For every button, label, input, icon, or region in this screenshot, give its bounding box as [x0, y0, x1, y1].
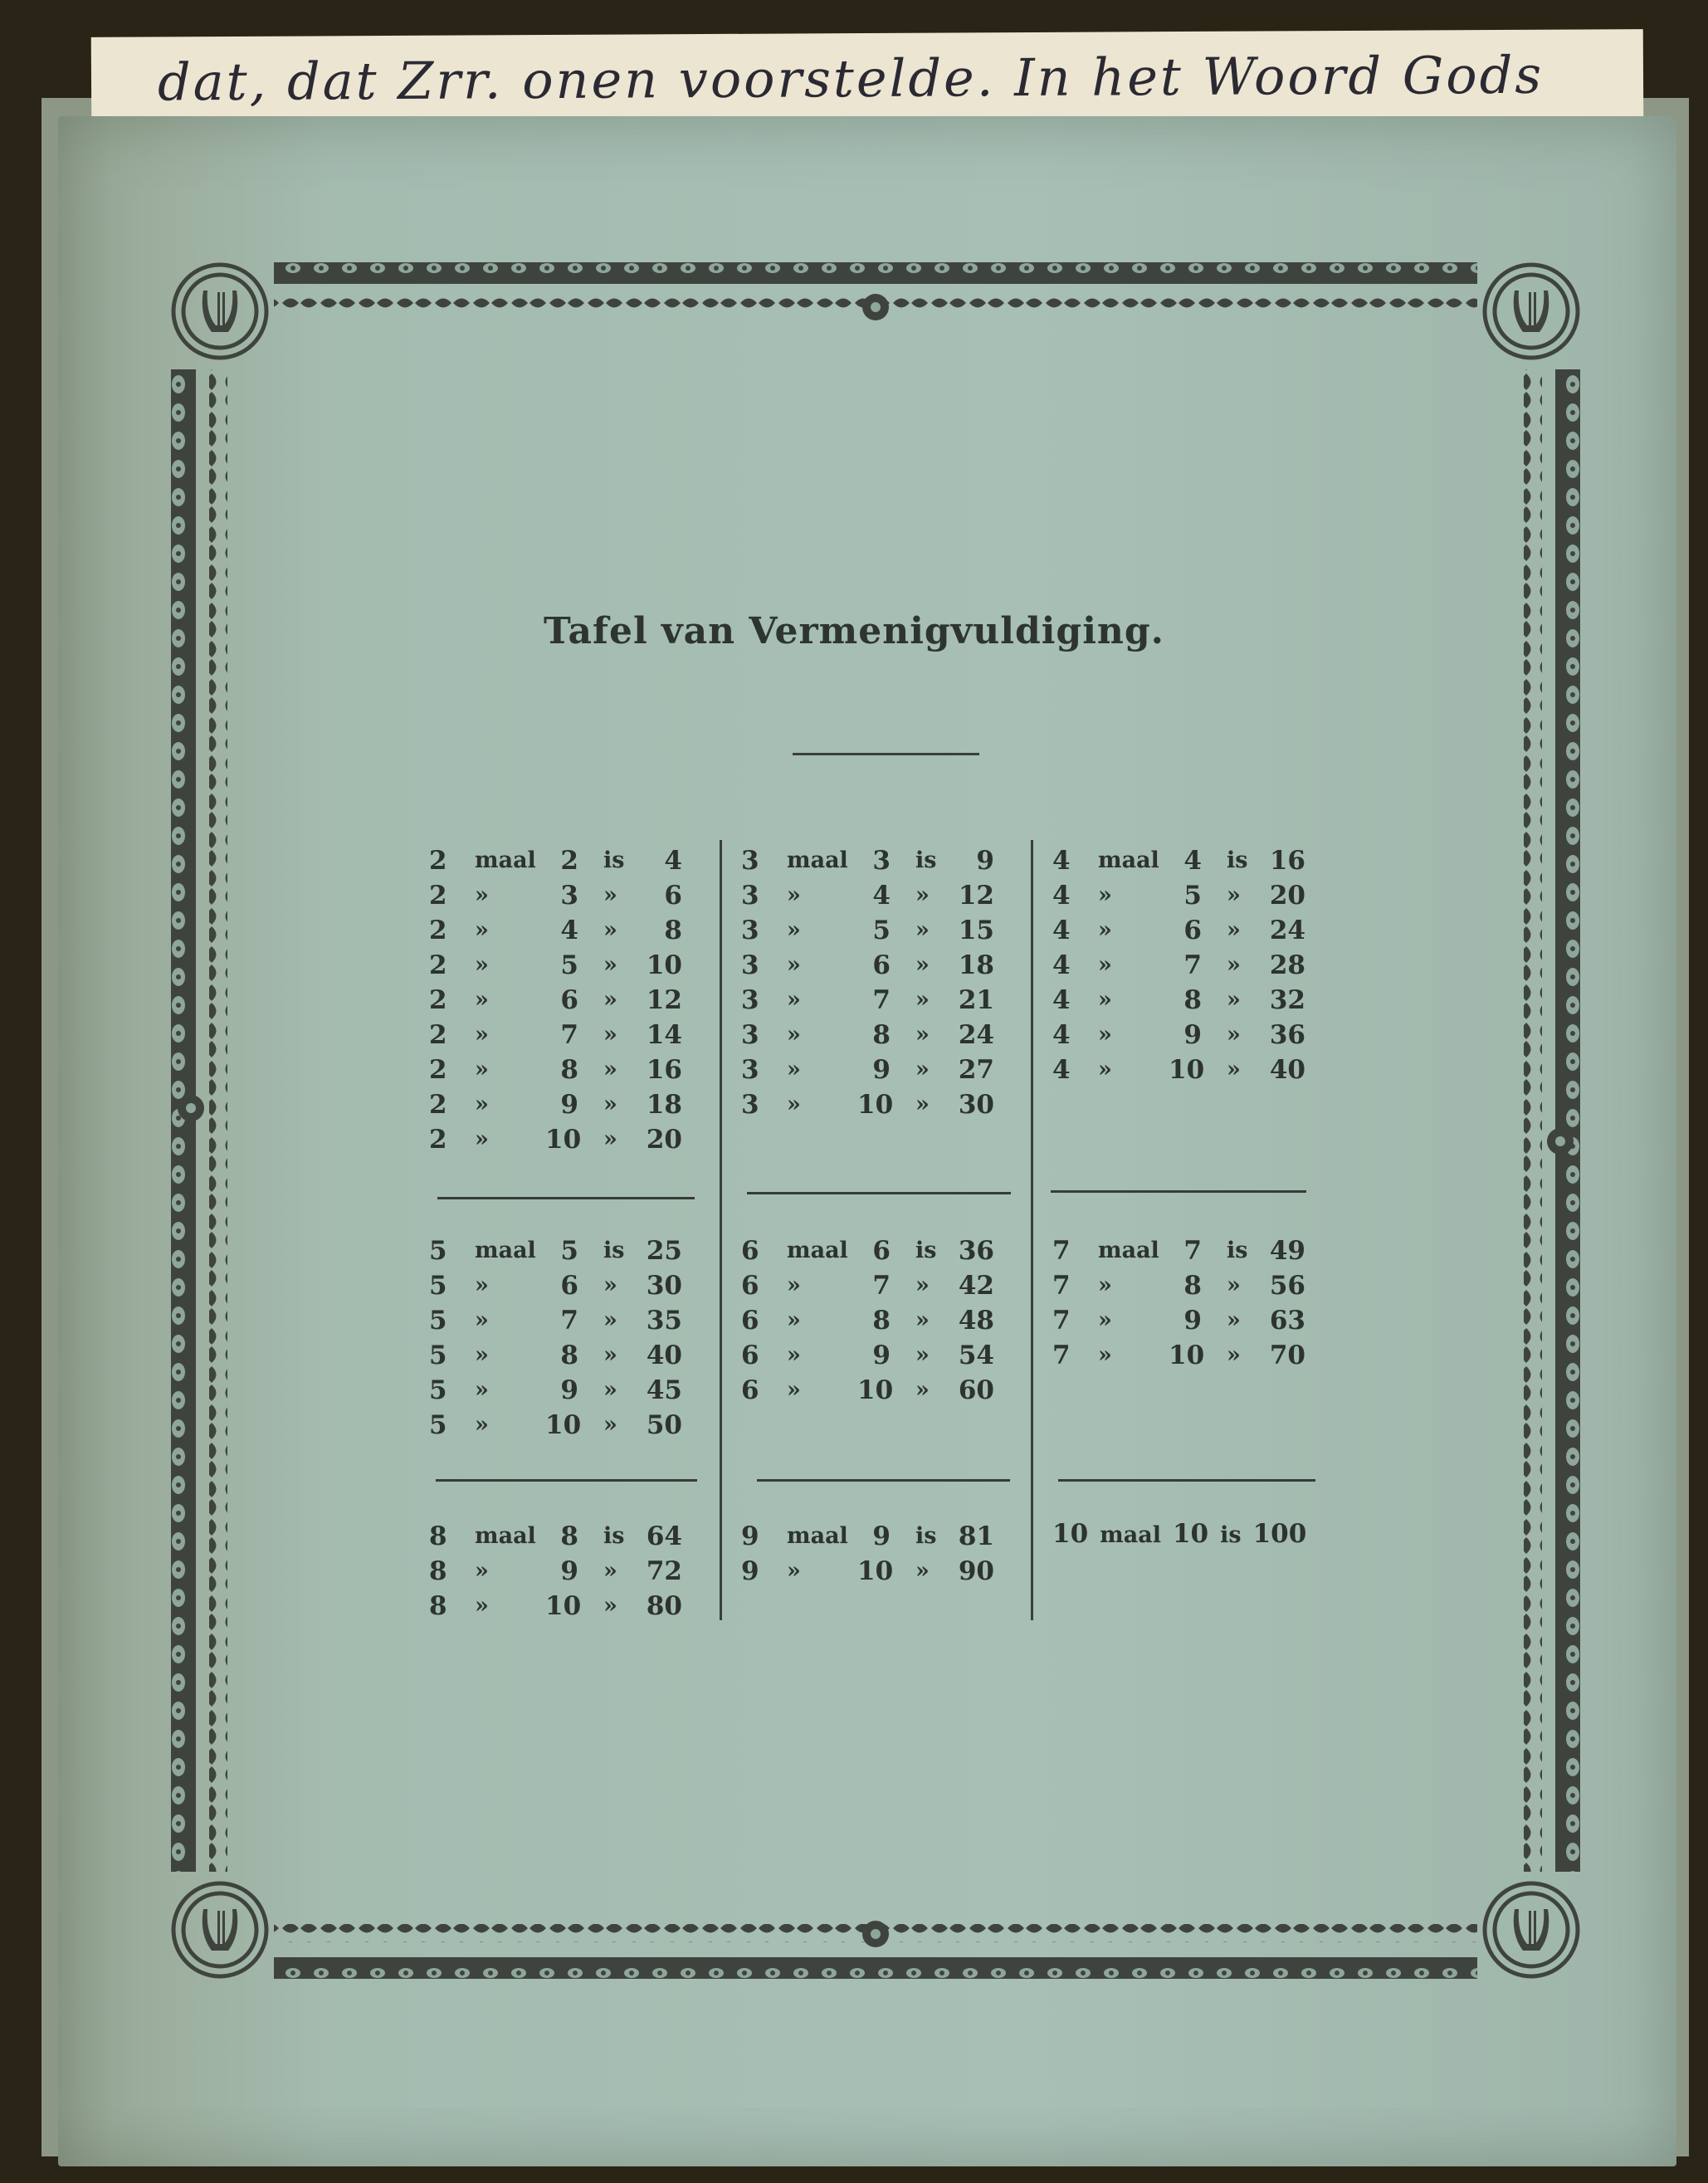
- table-cell: »: [603, 952, 617, 978]
- table-cell: 9: [560, 1375, 578, 1405]
- table-cell: 5: [429, 1341, 447, 1370]
- table-cell: »: [603, 1057, 617, 1082]
- table-cell: 81: [958, 1521, 994, 1551]
- table-cell: »: [1098, 1307, 1112, 1333]
- table-cell: »: [915, 1272, 930, 1298]
- table-cell: maal: [475, 1523, 536, 1549]
- table-cell: »: [603, 1272, 617, 1298]
- table-cell: »: [915, 1092, 930, 1117]
- table-cell: 49: [1269, 1236, 1305, 1266]
- table-cell: 7: [1052, 1306, 1071, 1336]
- table-cell: 25: [646, 1236, 682, 1266]
- table-cell: is: [603, 1523, 625, 1549]
- table-cell: 7: [1052, 1271, 1071, 1301]
- table-cell: »: [787, 1022, 801, 1048]
- table-cell: 36: [1269, 1020, 1305, 1050]
- table-cell: is: [1227, 1238, 1248, 1263]
- table-cell: »: [603, 1092, 617, 1117]
- table-cell: is: [915, 1523, 937, 1549]
- table-cell: »: [1227, 917, 1241, 943]
- table-cell: 2: [429, 1125, 447, 1155]
- table-cell: »: [915, 1057, 930, 1082]
- table-cell: 4: [1052, 1055, 1071, 1085]
- table-cell: 28: [1269, 950, 1305, 980]
- table-cell: 8: [872, 1306, 891, 1336]
- table-cell: »: [1227, 1307, 1241, 1333]
- table-cell: 3: [741, 881, 759, 911]
- table-cell: 24: [958, 1020, 994, 1050]
- table-cell: 56: [1269, 1271, 1305, 1301]
- table-cell: is: [1220, 1522, 1242, 1548]
- table-cell: 20: [646, 1125, 682, 1155]
- table-cell: »: [1227, 952, 1241, 978]
- table-cell: »: [787, 1377, 801, 1403]
- table-cell: is: [915, 1238, 937, 1263]
- table-cell: »: [475, 1307, 489, 1333]
- table-cell: 7: [560, 1020, 578, 1050]
- table-cell: »: [787, 987, 801, 1013]
- table-cell: 4: [1183, 846, 1202, 876]
- table-cell: 45: [646, 1375, 682, 1405]
- table-cell: »: [915, 1377, 930, 1403]
- table-cell: »: [603, 1342, 617, 1368]
- table-cell: »: [475, 1342, 489, 1368]
- column-divider-right: [1031, 840, 1033, 1620]
- table-cell: 10: [1169, 1341, 1205, 1370]
- table-cell: 40: [1269, 1055, 1305, 1085]
- table-cell: »: [1098, 1057, 1112, 1082]
- table-cell: 48: [958, 1306, 994, 1336]
- table-cell: 10: [857, 1090, 894, 1120]
- table-cell: 12: [646, 985, 682, 1015]
- table-cell: 7: [872, 1271, 891, 1301]
- table-cell: 20: [1269, 881, 1305, 911]
- table-cell: 8: [560, 1521, 578, 1551]
- table-cell: »: [603, 882, 617, 908]
- table-cell: 14: [646, 1020, 682, 1050]
- table-cell: 3: [560, 881, 578, 911]
- table-cell: 10: [646, 950, 682, 980]
- table-cell: »: [915, 882, 930, 908]
- table-cell: 90: [958, 1556, 994, 1586]
- table-cell: 54: [958, 1341, 994, 1370]
- table-cell: 6: [741, 1306, 759, 1336]
- table-cell: 8: [1183, 1271, 1202, 1301]
- table-cell: 2: [429, 950, 447, 980]
- table-cell: 50: [646, 1410, 682, 1440]
- table-cell: 7: [872, 985, 891, 1015]
- table-cell: 36: [958, 1236, 994, 1266]
- table-cell: 6: [741, 1236, 759, 1266]
- table-cell: 4: [872, 881, 891, 911]
- table-cell: 7: [1183, 1236, 1202, 1266]
- table-cell: »: [1227, 987, 1241, 1013]
- table-cell: »: [475, 1593, 489, 1619]
- table-cell: 4: [1052, 950, 1071, 980]
- table-cell: maal: [1098, 1238, 1159, 1263]
- table-cell: 6: [741, 1341, 759, 1370]
- table-cell: 3: [741, 1020, 759, 1050]
- table-cell: 3: [741, 1055, 759, 1085]
- table-cell: »: [475, 1272, 489, 1298]
- table-cell: 70: [1269, 1341, 1305, 1370]
- table-cell: 24: [1269, 916, 1305, 945]
- table-cell: »: [603, 917, 617, 943]
- table-cell: maal: [1098, 847, 1159, 873]
- handwritten-paper-strip: [91, 29, 1644, 129]
- table-cell: maal: [475, 847, 536, 873]
- table-cell: 9: [560, 1556, 578, 1586]
- table-cell: 6: [741, 1375, 759, 1405]
- table-cell: »: [915, 987, 930, 1013]
- table-cell: 42: [958, 1271, 994, 1301]
- table-cell: 8: [429, 1556, 447, 1586]
- table-cell: 3: [741, 916, 759, 945]
- table-cell: 5: [429, 1271, 447, 1301]
- table-cell: 7: [1183, 950, 1202, 980]
- table-cell: 3: [741, 985, 759, 1015]
- table-cell: 6: [560, 985, 578, 1015]
- table-cell: 80: [646, 1591, 682, 1621]
- table-cell: »: [915, 1307, 930, 1333]
- table-cell: 5: [429, 1236, 447, 1266]
- page-title: Tafel van Vermenigvuldiging.: [544, 610, 1164, 652]
- table-cell: 2: [429, 1055, 447, 1085]
- table-cell: 6: [872, 950, 891, 980]
- table-cell: »: [475, 1092, 489, 1117]
- table-cell: 9: [872, 1521, 891, 1551]
- table-cell: 3: [741, 950, 759, 980]
- table-cell: 100: [1252, 1519, 1307, 1549]
- table-cell: 12: [958, 881, 994, 911]
- table-cell: maal: [787, 1523, 848, 1549]
- table-cell: 4: [560, 916, 578, 945]
- table-cell: 7: [1052, 1236, 1071, 1266]
- table-cell: »: [1227, 1272, 1241, 1298]
- table-cell: »: [475, 882, 489, 908]
- table-cell: »: [915, 952, 930, 978]
- table-cell: 72: [646, 1556, 682, 1586]
- table-cell: 30: [958, 1090, 994, 1120]
- table-cell: »: [1098, 987, 1112, 1013]
- table-cell: »: [1098, 1342, 1112, 1368]
- table-cell: »: [603, 1412, 617, 1438]
- table-cell: 9: [872, 1341, 891, 1370]
- table-cell: 7: [1052, 1341, 1071, 1370]
- table-cell: »: [915, 1022, 930, 1048]
- table-cell: »: [475, 917, 489, 943]
- table-cell: »: [603, 1593, 617, 1619]
- table-cell: »: [1098, 1272, 1112, 1298]
- table-cell: 2: [429, 916, 447, 945]
- table-cell: maal: [787, 847, 848, 873]
- table-cell: 18: [958, 950, 994, 980]
- row-divider: [747, 1192, 1011, 1194]
- table-cell: 9: [741, 1556, 759, 1586]
- table-cell: 5: [560, 1236, 578, 1266]
- table-cell: 10: [857, 1556, 894, 1586]
- table-cell: »: [475, 1412, 489, 1438]
- table-cell: »: [603, 987, 617, 1013]
- table-cell: »: [1227, 1342, 1241, 1368]
- table-cell: 4: [1052, 1020, 1071, 1050]
- table-cell: 18: [646, 1090, 682, 1120]
- table-cell: 8: [1183, 985, 1202, 1015]
- table-cell: 5: [429, 1410, 447, 1440]
- table-cell: »: [603, 1558, 617, 1584]
- table-cell: »: [787, 1272, 801, 1298]
- table-cell: 6: [560, 1271, 578, 1301]
- table-cell: »: [787, 1558, 801, 1584]
- table-cell: »: [1227, 1022, 1241, 1048]
- table-cell: 3: [741, 846, 759, 876]
- table-cell: is: [1227, 847, 1248, 873]
- table-cell: 9: [741, 1521, 759, 1551]
- table-cell: 5: [1183, 881, 1202, 911]
- table-cell: »: [787, 1057, 801, 1082]
- table-cell: 16: [1269, 846, 1305, 876]
- table-cell: 16: [646, 1055, 682, 1085]
- table-cell: 4: [1052, 846, 1071, 876]
- table-cell: »: [603, 1126, 617, 1152]
- table-cell: 6: [1183, 916, 1202, 945]
- table-cell: 21: [958, 985, 994, 1015]
- row-divider: [757, 1479, 1010, 1482]
- table-cell: 10: [1172, 1519, 1209, 1549]
- table-cell: »: [1227, 1057, 1241, 1082]
- table-cell: 27: [958, 1055, 994, 1085]
- column-divider-left: [720, 840, 722, 1620]
- table-cell: 10: [1169, 1055, 1205, 1085]
- table-cell: »: [915, 1558, 930, 1584]
- table-cell: 32: [1269, 985, 1305, 1015]
- table-cell: 8: [872, 1020, 891, 1050]
- table-cell: 8: [664, 916, 682, 945]
- table-cell: »: [603, 1377, 617, 1403]
- table-cell: 3: [872, 846, 891, 876]
- table-cell: 3: [741, 1090, 759, 1120]
- table-cell: »: [603, 1307, 617, 1333]
- title-rule: [793, 753, 979, 755]
- table-cell: 2: [429, 1020, 447, 1050]
- table-cell: 5: [429, 1375, 447, 1405]
- table-cell: 15: [958, 916, 994, 945]
- table-cell: »: [787, 952, 801, 978]
- table-cell: 10: [545, 1410, 582, 1440]
- table-cell: 4: [1052, 916, 1071, 945]
- table-cell: 5: [429, 1306, 447, 1336]
- table-cell: »: [475, 1558, 489, 1584]
- table-cell: 4: [664, 846, 682, 876]
- table-cell: »: [787, 1342, 801, 1368]
- table-cell: »: [475, 1377, 489, 1403]
- table-cell: »: [475, 1057, 489, 1082]
- handwritten-note: dat, dat Zrr. onen voorstelde. In het Woord Gods: [157, 44, 1545, 113]
- table-cell: 9: [560, 1090, 578, 1120]
- row-divider: [437, 1197, 695, 1199]
- table-cell: 64: [646, 1521, 682, 1551]
- table-cell: »: [787, 882, 801, 908]
- table-cell: »: [787, 1092, 801, 1117]
- table-cell: is: [603, 1238, 625, 1263]
- table-cell: »: [1098, 952, 1112, 978]
- table-cell: »: [603, 1022, 617, 1048]
- table-cell: 5: [872, 916, 891, 945]
- table-cell: 9: [872, 1055, 891, 1085]
- row-divider: [436, 1479, 697, 1482]
- table-cell: 40: [646, 1341, 682, 1370]
- table-cell: 9: [1183, 1020, 1202, 1050]
- table-cell: 30: [646, 1271, 682, 1301]
- table-cell: 9: [976, 846, 994, 876]
- table-cell: 4: [1052, 985, 1071, 1015]
- table-cell: »: [915, 1342, 930, 1368]
- table-cell: »: [1098, 917, 1112, 943]
- table-cell: »: [475, 952, 489, 978]
- table-cell: 8: [560, 1055, 578, 1085]
- table-cell: 8: [560, 1341, 578, 1370]
- table-cell: 4: [1052, 881, 1071, 911]
- table-cell: 10: [1052, 1519, 1089, 1549]
- table-cell: 5: [560, 950, 578, 980]
- table-cell: 2: [429, 846, 447, 876]
- table-cell: 2: [429, 881, 447, 911]
- table-cell: »: [475, 1126, 489, 1152]
- table-cell: 2: [429, 1090, 447, 1120]
- table-cell: 2: [560, 846, 578, 876]
- table-cell: »: [475, 987, 489, 1013]
- table-cell: maal: [1100, 1522, 1161, 1548]
- table-cell: 6: [872, 1236, 891, 1266]
- row-divider: [1058, 1479, 1315, 1482]
- table-cell: »: [915, 917, 930, 943]
- table-cell: »: [1227, 882, 1241, 908]
- table-cell: 6: [741, 1271, 759, 1301]
- table-cell: »: [787, 917, 801, 943]
- table-cell: 2: [429, 985, 447, 1015]
- row-divider: [1051, 1190, 1306, 1193]
- table-cell: maal: [475, 1238, 536, 1263]
- table-cell: 8: [429, 1521, 447, 1551]
- table-cell: maal: [787, 1238, 848, 1263]
- table-cell: 8: [429, 1591, 447, 1621]
- table-cell: »: [1098, 1022, 1112, 1048]
- table-cell: 7: [560, 1306, 578, 1336]
- table-cell: 6: [664, 881, 682, 911]
- table-cell: is: [603, 847, 625, 873]
- table-cell: 60: [958, 1375, 994, 1405]
- multiplication-table-10: [1052, 1519, 1318, 1549]
- table-cell: »: [787, 1307, 801, 1333]
- table-cell: »: [1098, 882, 1112, 908]
- table-cell: 63: [1269, 1306, 1305, 1336]
- table-cell: »: [475, 1022, 489, 1048]
- table-cell: 10: [545, 1125, 582, 1155]
- table-cell: 9: [1183, 1306, 1202, 1336]
- table-cell: 10: [545, 1591, 582, 1621]
- table-cell: 35: [646, 1306, 682, 1336]
- table-cell: is: [915, 847, 937, 873]
- table-cell: 10: [857, 1375, 894, 1405]
